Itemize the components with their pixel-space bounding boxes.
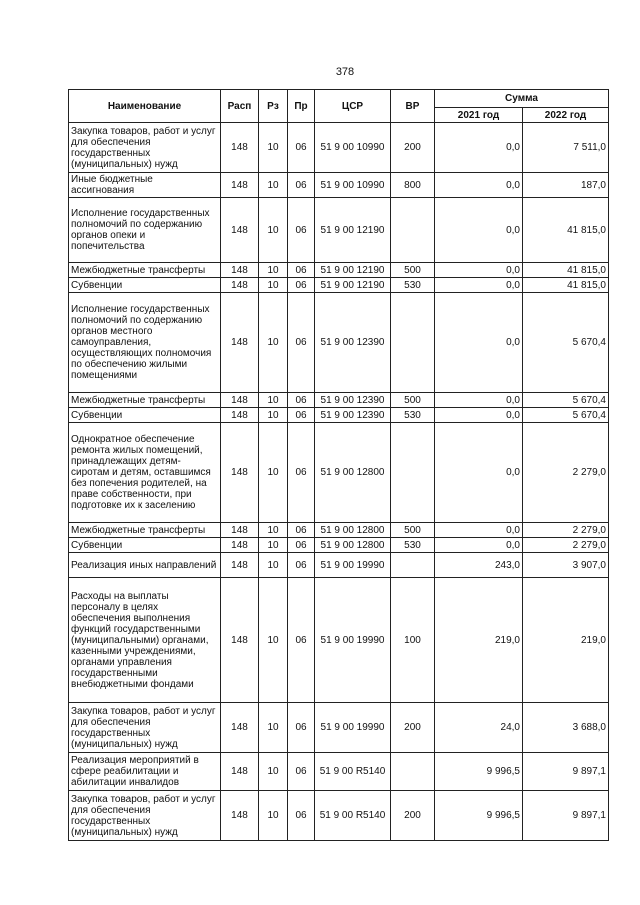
row-csr: 51 9 00 19990 — [315, 578, 391, 703]
row-pr: 06 — [288, 278, 315, 293]
table-row — [69, 523, 609, 538]
row-rasp: 148 — [221, 578, 259, 703]
row-vr — [391, 553, 435, 578]
row-rz: 10 — [259, 703, 288, 753]
row-rasp: 148 — [221, 408, 259, 423]
row-rz: 10 — [259, 578, 288, 703]
row-rasp: 148 — [221, 523, 259, 538]
row-2021: 219,0 — [435, 578, 523, 703]
row-rz: 10 — [259, 523, 288, 538]
row-2021: 0,0 — [435, 408, 523, 423]
row-2022: 2 279,0 — [523, 423, 609, 523]
header-2022: 2022 год — [523, 108, 609, 123]
row-name: Иные бюджетные ассигнования — [69, 173, 221, 198]
row-rz: 10 — [259, 408, 288, 423]
row-name: Субвенции — [69, 278, 221, 293]
row-2021: 0,0 — [435, 293, 523, 393]
row-pr: 06 — [288, 173, 315, 198]
row-rasp: 148 — [221, 791, 259, 841]
table-row — [69, 263, 609, 278]
row-csr: 51 9 00 12390 — [315, 393, 391, 408]
row-pr: 06 — [288, 578, 315, 703]
row-pr: 06 — [288, 293, 315, 393]
row-name: Реализация мероприятий в сфере реабилитации и абилитации инвалидов — [69, 753, 221, 791]
row-vr: 500 — [391, 523, 435, 538]
row-2021: 9 996,5 — [435, 753, 523, 791]
row-rz: 10 — [259, 393, 288, 408]
header-name: Наименование — [69, 90, 221, 123]
table-row — [69, 278, 609, 293]
row-csr: 51 9 00 10990 — [315, 173, 391, 198]
row-rz: 10 — [259, 278, 288, 293]
row-csr: 51 9 00 12800 — [315, 523, 391, 538]
row-2021: 0,0 — [435, 198, 523, 263]
row-pr: 06 — [288, 791, 315, 841]
header-rasp: Расп — [221, 90, 259, 123]
row-2022: 5 670,4 — [523, 293, 609, 393]
row-2022: 3 688,0 — [523, 703, 609, 753]
row-2022: 2 279,0 — [523, 538, 609, 553]
row-2021: 0,0 — [435, 278, 523, 293]
row-csr: 51 9 00 12800 — [315, 423, 391, 523]
row-rasp: 148 — [221, 278, 259, 293]
row-pr: 06 — [288, 523, 315, 538]
header-sum: Сумма — [435, 90, 609, 108]
row-rasp: 148 — [221, 753, 259, 791]
row-2022: 5 670,4 — [523, 408, 609, 423]
row-rz: 10 — [259, 123, 288, 173]
row-name: Однократное обеспечение ремонта жилых помещений, принадлежащих детям-сиротам и детям, оставшимся без попечения родителей, на праве собственности, при подготовке их к заселению — [69, 423, 221, 523]
row-2022: 2 279,0 — [523, 523, 609, 538]
row-rasp: 148 — [221, 423, 259, 523]
row-name: Межбюджетные трансферты — [69, 263, 221, 278]
row-2021: 0,0 — [435, 123, 523, 173]
row-pr: 06 — [288, 393, 315, 408]
row-name: Межбюджетные трансферты — [69, 523, 221, 538]
budget-table — [68, 89, 609, 841]
row-2022: 9 897,1 — [523, 791, 609, 841]
row-vr — [391, 293, 435, 393]
row-rasp: 148 — [221, 173, 259, 198]
row-vr — [391, 753, 435, 791]
row-vr — [391, 423, 435, 523]
row-csr: 51 9 00 12190 — [315, 263, 391, 278]
row-rz: 10 — [259, 753, 288, 791]
table-row — [69, 198, 609, 263]
row-2021: 0,0 — [435, 173, 523, 198]
row-pr: 06 — [288, 198, 315, 263]
row-pr: 06 — [288, 423, 315, 523]
row-name: Исполнение государственных полномочий по содержанию органов местного самоуправления, осуществляющих полномочия по обеспечению жилыми помещениями — [69, 293, 221, 393]
row-vr: 530 — [391, 278, 435, 293]
row-2021: 0,0 — [435, 523, 523, 538]
table-row — [69, 393, 609, 408]
header-csr: ЦСР — [315, 90, 391, 123]
row-2022: 5 670,4 — [523, 393, 609, 408]
row-name: Закупка товаров, работ и услуг для обеспечения государственных (муниципальных) нужд — [69, 791, 221, 841]
header-rz: Рз — [259, 90, 288, 123]
table-row — [69, 753, 609, 791]
row-vr: 530 — [391, 408, 435, 423]
row-rasp: 148 — [221, 123, 259, 173]
row-csr: 51 9 00 R5140 — [315, 753, 391, 791]
row-2021: 24,0 — [435, 703, 523, 753]
table-row — [69, 553, 609, 578]
row-rz: 10 — [259, 198, 288, 263]
row-pr: 06 — [288, 703, 315, 753]
table-row — [69, 408, 609, 423]
table-row — [69, 538, 609, 553]
row-csr: 51 9 00 12190 — [315, 198, 391, 263]
row-rasp: 148 — [221, 553, 259, 578]
row-name: Субвенции — [69, 408, 221, 423]
row-vr: 100 — [391, 578, 435, 703]
row-2022: 219,0 — [523, 578, 609, 703]
row-rasp: 148 — [221, 703, 259, 753]
row-csr: 51 9 00 12390 — [315, 293, 391, 393]
row-2021: 243,0 — [435, 553, 523, 578]
row-vr: 200 — [391, 703, 435, 753]
row-vr: 530 — [391, 538, 435, 553]
row-name: Межбюджетные трансферты — [69, 393, 221, 408]
row-vr: 500 — [391, 263, 435, 278]
row-vr: 200 — [391, 123, 435, 173]
row-2021: 0,0 — [435, 538, 523, 553]
row-name: Закупка товаров, работ и услуг для обеспечения государственных (муниципальных) нужд — [69, 703, 221, 753]
row-rz: 10 — [259, 263, 288, 278]
table-row — [69, 423, 609, 523]
row-vr: 500 — [391, 393, 435, 408]
table-row — [69, 791, 609, 841]
row-2022: 41 815,0 — [523, 198, 609, 263]
row-pr: 06 — [288, 263, 315, 278]
row-rasp: 148 — [221, 538, 259, 553]
table-row — [69, 578, 609, 703]
row-name: Субвенции — [69, 538, 221, 553]
header-pr: Пр — [288, 90, 315, 123]
row-name: Закупка товаров, работ и услуг для обеспечения государственных (муниципальных) нужд — [69, 123, 221, 173]
row-name: Исполнение государственных полномочий по содержанию органов опеки и попечительства — [69, 198, 221, 263]
row-rz: 10 — [259, 423, 288, 523]
row-rasp: 148 — [221, 393, 259, 408]
row-2022: 7 511,0 — [523, 123, 609, 173]
row-pr: 06 — [288, 123, 315, 173]
row-2022: 187,0 — [523, 173, 609, 198]
row-2021: 0,0 — [435, 393, 523, 408]
row-rasp: 148 — [221, 263, 259, 278]
table-row — [69, 293, 609, 393]
row-pr: 06 — [288, 553, 315, 578]
header-vr: ВР — [391, 90, 435, 123]
row-csr: 51 9 00 19990 — [315, 703, 391, 753]
row-rz: 10 — [259, 173, 288, 198]
row-rz: 10 — [259, 293, 288, 393]
row-csr: 51 9 00 12190 — [315, 278, 391, 293]
page-number: 378 — [335, 66, 355, 78]
row-2022: 3 907,0 — [523, 553, 609, 578]
row-csr: 51 9 00 12800 — [315, 538, 391, 553]
row-pr: 06 — [288, 408, 315, 423]
row-vr: 800 — [391, 173, 435, 198]
table-row — [69, 173, 609, 198]
row-2021: 0,0 — [435, 263, 523, 278]
row-csr: 51 9 00 19990 — [315, 553, 391, 578]
header-2021: 2021 год — [435, 108, 523, 123]
row-vr: 200 — [391, 791, 435, 841]
row-csr: 51 9 00 R5140 — [315, 791, 391, 841]
row-rz: 10 — [259, 791, 288, 841]
row-2022: 9 897,1 — [523, 753, 609, 791]
row-csr: 51 9 00 10990 — [315, 123, 391, 173]
row-2021: 9 996,5 — [435, 791, 523, 841]
row-2022: 41 815,0 — [523, 278, 609, 293]
row-rasp: 148 — [221, 293, 259, 393]
row-name: Расходы на выплаты персоналу в целях обеспечения выполнения функций государственными (муниципальными) органами, казенными учреждениями, органами управления государственными внебюджетными фондами — [69, 578, 221, 703]
row-rz: 10 — [259, 553, 288, 578]
row-pr: 06 — [288, 538, 315, 553]
table-row — [69, 703, 609, 753]
row-2022: 41 815,0 — [523, 263, 609, 278]
row-csr: 51 9 00 12390 — [315, 408, 391, 423]
row-pr: 06 — [288, 753, 315, 791]
row-rasp: 148 — [221, 198, 259, 263]
table-row — [69, 123, 609, 173]
row-2021: 0,0 — [435, 423, 523, 523]
row-vr — [391, 198, 435, 263]
row-rz: 10 — [259, 538, 288, 553]
row-name: Реализация иных направлений — [69, 553, 221, 578]
